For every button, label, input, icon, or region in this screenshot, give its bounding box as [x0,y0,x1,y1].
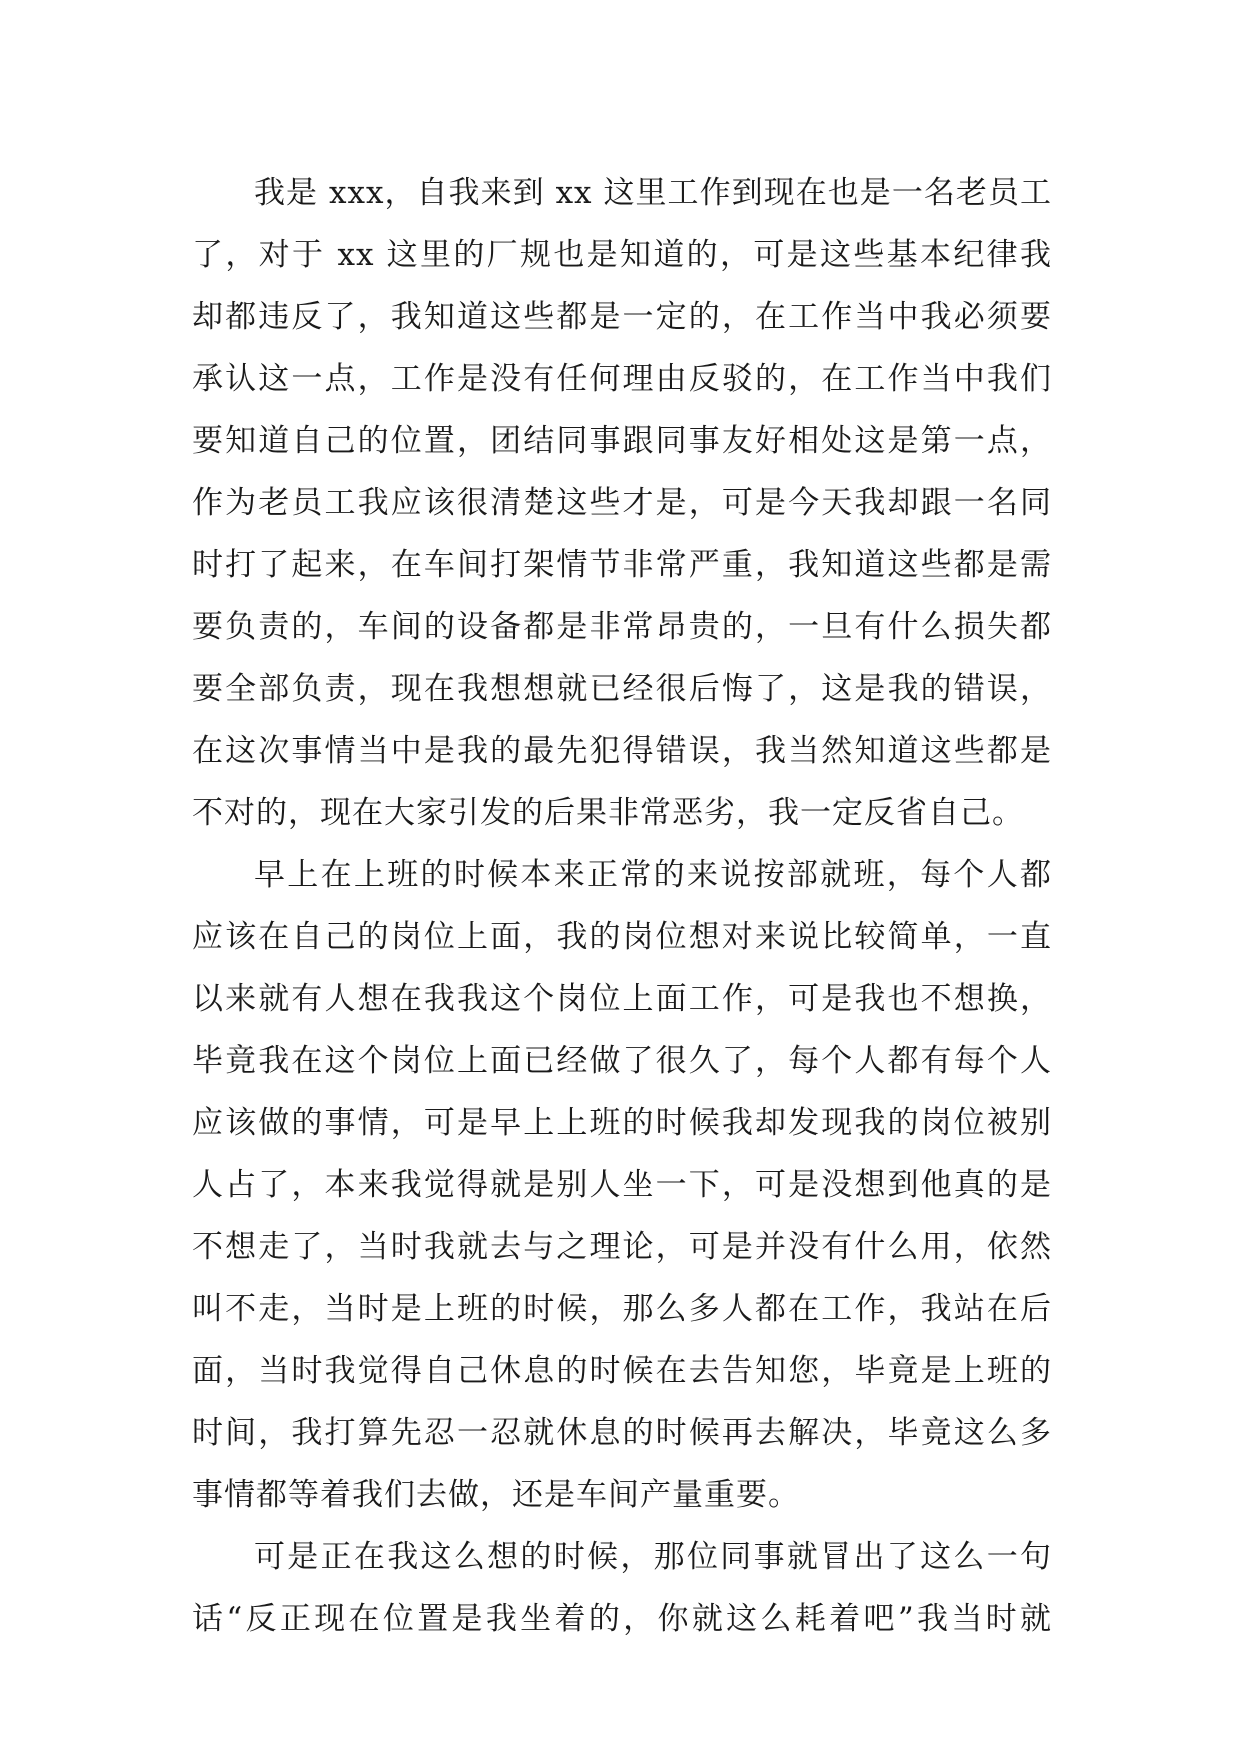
text-line: 事情都等着我们去做，还是车间产量重要。 [192,1477,800,1513]
text-line: 要全部负责，现在我想想就已经很后悔了，这是我的错误， [192,671,1052,707]
text-line: 时打了起来，在车间打架情节非常严重，我知道这些都是需 [192,547,1052,583]
text-line: 以来就有人想在我我这个岗位上面工作，可是我也不想换， [192,981,1052,1017]
text-line: 了，对于 xx 这里的厂规也是知道的，可是这些基本纪律我 [192,237,1052,273]
text-line: 作为老员工我应该很清楚这些才是，可是今天我却跟一名同 [192,485,1052,521]
text-line: 却都违反了，我知道这些都是一定的，在工作当中我必须要 [192,299,1052,335]
text-line: 不对的，现在大家引发的后果非常恶劣，我一定反省自己。 [192,795,1024,831]
text-line: 话“反正现在位置是我坐着的，你就这么耗着吧”我当时就 [192,1601,1052,1637]
text-line: 时间，我打算先忍一忍就休息的时候再去解决，毕竟这么多 [192,1415,1052,1451]
text-line: 毕竟我在这个岗位上面已经做了很久了，每个人都有每个人 [192,1043,1052,1079]
text-line: 应该做的事情，可是早上上班的时候我却发现我的岗位被别 [192,1105,1052,1141]
text-line: 应该在自己的岗位上面，我的岗位想对来说比较简单，一直 [192,919,1052,955]
text-line: 承认这一点，工作是没有任何理由反驳的，在工作当中我们 [192,361,1052,397]
text-line: 不想走了，当时我就去与之理论，可是并没有什么用，依然 [192,1229,1052,1265]
paragraph-3 [192,1526,1052,1650]
document-body [192,162,1052,1650]
text-line: 可是正在我这么想的时候，那位同事就冒出了这么一句 [254,1539,1052,1575]
text-line: 叫不走，当时是上班的时候，那么多人都在工作，我站在后 [192,1291,1052,1327]
text-line: 早上在上班的时候本来正常的来说按部就班，每个人都 [254,857,1052,893]
paragraph-1 [192,162,1052,844]
text-line: 要知道自己的位置，团结同事跟同事友好相处这是第一点， [192,423,1052,459]
text-line: 面，当时我觉得自己休息的时候在去告知您，毕竟是上班的 [192,1353,1052,1389]
text-line: 我是 xxx，自我来到 xx 这里工作到现在也是一名老员工 [254,175,1052,211]
paragraph-2 [192,844,1052,1526]
text-line: 人占了，本来我觉得就是别人坐一下，可是没想到他真的是 [192,1167,1052,1203]
text-line: 在这次事情当中是我的最先犯得错误，我当然知道这些都是 [192,733,1052,769]
text-line: 要负责的，车间的设备都是非常昂贵的，一旦有什么损失都 [192,609,1052,645]
